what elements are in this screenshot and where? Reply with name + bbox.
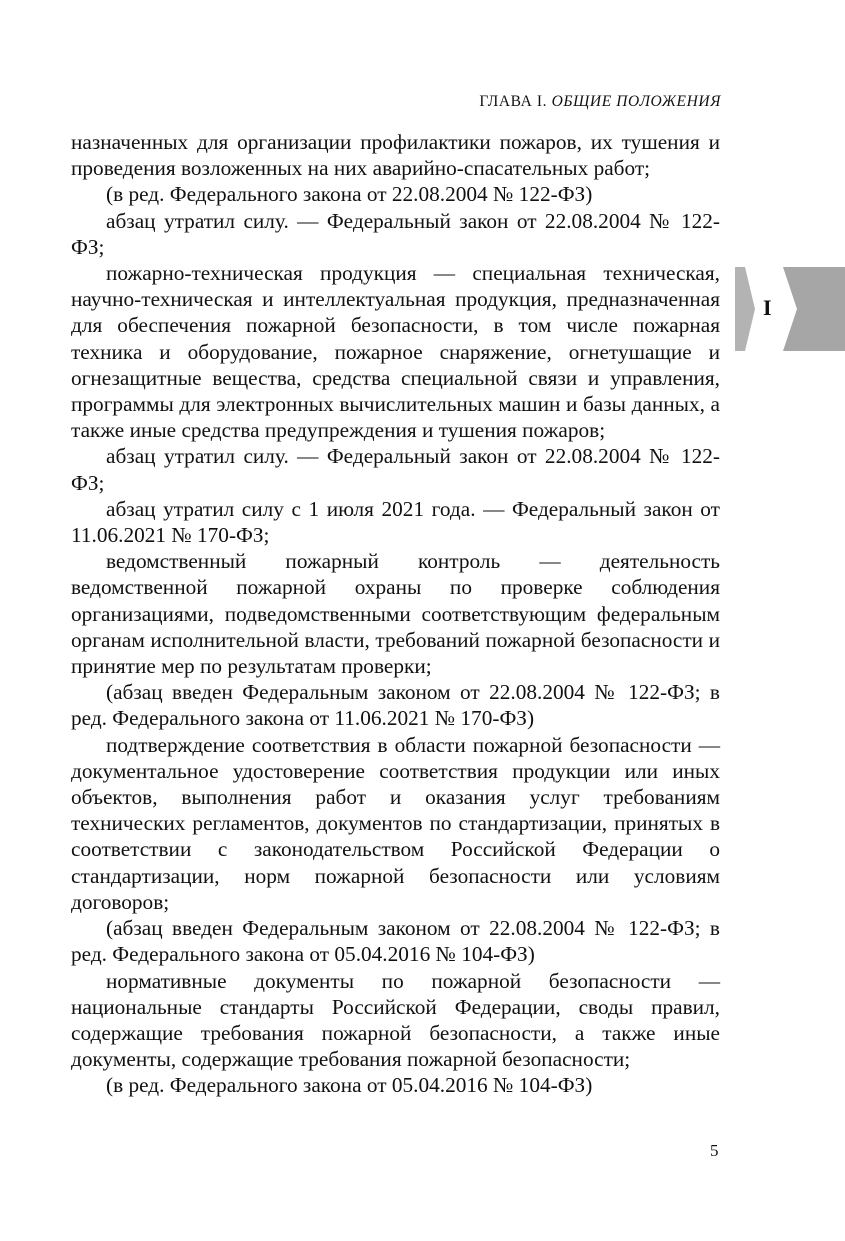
paragraph: ведомственный пожарный контроль — деятельность ведомственной пожарной охраны по проверке соблюдения организациями, подведомственными соответствующим федеральным органам исполнительной власти, требований пожарной безопасности и принятие мер по результатам проверки;: [71, 549, 720, 679]
chapter-tab-label: I: [763, 295, 772, 320]
chapter-tab-arrow: [735, 267, 755, 351]
body-text: [71, 129, 720, 1099]
page-number: 5: [710, 1141, 719, 1160]
paragraph: (в ред. Федерального закона от 22.08.2004 № 122-ФЗ): [106, 182, 593, 207]
paragraph: назначенных для организации профилактики пожаров, их тушения и проведения возложенных на них аварийно-спасательных работ;: [71, 130, 720, 181]
chapter-title: ОБЩИЕ ПОЛОЖЕНИЯ: [551, 93, 721, 110]
chapter-tab: [735, 267, 845, 351]
paragraph: абзац утратил силу. — Федеральный закон от 22.08.2004 № 122-ФЗ;: [71, 444, 720, 495]
paragraph: нормативные документы по пожарной безопасности — национальные стандарты Российской Федерации, своды правил, содержащие требования пожарной безопасности, а также иные документы, содержащие требования пожарной безопасности;: [71, 968, 720, 1072]
chapter-tab-block: [783, 267, 845, 351]
paragraph: подтверждение соответствия в области пожарной безопасности — документальное удостоверение соответствия продукции или иных объектов, выполнения работ и оказания услуг требованиям технических регламентов, документов по стандартизации, принятых в соответствии с законодательством Российской Федерации о стандартизации, норм пожарной безопасности или условиям договоров;: [71, 732, 720, 914]
paragraph: абзац утратил силу с 1 июля 2021 года. — Федеральный закон от 11.06.2021 № 170-ФЗ;: [71, 496, 720, 548]
running-head: [479, 93, 721, 111]
chapter-label: ГЛАВА I.: [479, 93, 548, 110]
paragraph: пожарно-техническая продукция — специальная техническая, научно-техническая и интеллектуальная продукция, предназначенная для обеспечения пожарной безопасности, в том числе пожарная техника и оборудование, пожарное снаряжение, огнетушащие и огнезащитные вещества, средства специальной связи и управления, программы для электронных вычислительных машин и базы данных, а также иные средства предупреждения и тушения пожаров;: [71, 261, 720, 443]
paragraph: (в ред. Федерального закона от 05.04.2016 № 104-ФЗ): [106, 1073, 593, 1098]
paragraph: (абзац введен Федеральным законом от 22.08.2004 № 122-ФЗ; в ред. Федерального закона от 11.06.2021 № 170-ФЗ): [71, 680, 720, 731]
paragraph: абзац утратил силу. — Федеральный закон от 22.08.2004 № 122-ФЗ;: [71, 208, 720, 259]
chapter-tab-graphic: [735, 267, 845, 351]
paragraph: (абзац введен Федеральным законом от 22.08.2004 № 122-ФЗ; в ред. Федерального закона от 05.04.2016 № 104-ФЗ): [71, 916, 720, 967]
